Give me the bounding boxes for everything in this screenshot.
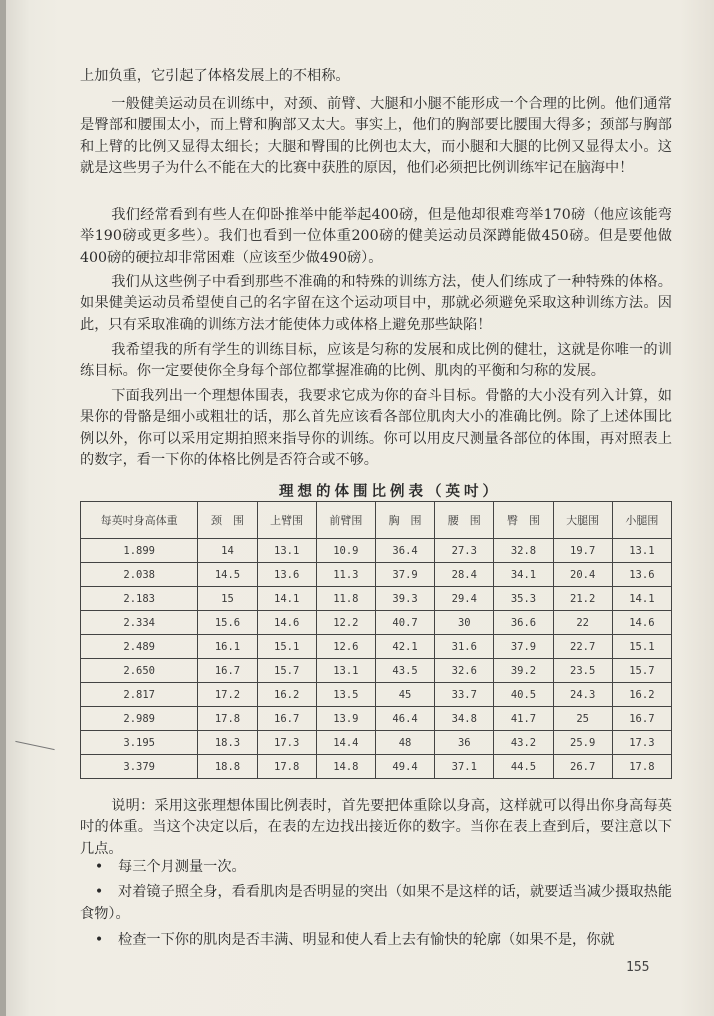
weight-per-inch-cell: 2.038 bbox=[81, 563, 198, 587]
measurement-cell: 15.1 bbox=[257, 635, 316, 659]
bullet-symbol: • bbox=[94, 932, 104, 948]
measurement-cell: 10.9 bbox=[316, 539, 375, 563]
header-cell: 大腿围 bbox=[553, 502, 612, 539]
measurement-cell: 45 bbox=[375, 683, 434, 707]
paragraph-0: 上加负重，它引起了体格发展上的不相称。 bbox=[80, 68, 350, 84]
weight-per-inch-cell: 2.650 bbox=[81, 659, 198, 683]
measurement-cell: 26.7 bbox=[553, 755, 612, 779]
measurement-cell: 17.8 bbox=[257, 755, 316, 779]
measurement-cell: 46.4 bbox=[375, 707, 434, 731]
paragraph-2: 我们经常看到有些人在仰卧推举中能举起400磅，但是他却很难弯举170磅（他应该能弯举190磅或更多些）。我们也看到一位体重200磅的健美运动员深蹲能做450磅。但是要他做400磅的硬拉却非常困难（应该至少做490磅）。 bbox=[80, 207, 672, 266]
header-cell: 腰 围 bbox=[435, 502, 494, 539]
weight-per-inch-cell: 2.334 bbox=[81, 611, 198, 635]
measurement-cell: 25.9 bbox=[553, 731, 612, 755]
bullet-item bbox=[80, 856, 672, 878]
table-row bbox=[81, 707, 672, 731]
weight-per-inch-cell: 2.989 bbox=[81, 707, 198, 731]
measurement-cell: 35.3 bbox=[494, 587, 553, 611]
measurement-cell: 36.4 bbox=[375, 539, 434, 563]
table-row bbox=[81, 635, 672, 659]
header-cell: 上臂围 bbox=[257, 502, 316, 539]
measurement-cell: 22.7 bbox=[553, 635, 612, 659]
measurement-cell: 27.3 bbox=[435, 539, 494, 563]
measurement-cell: 22 bbox=[553, 611, 612, 635]
measurement-cell: 11.8 bbox=[316, 587, 375, 611]
measurement-cell: 43.2 bbox=[494, 731, 553, 755]
measurement-cell: 18.3 bbox=[198, 731, 257, 755]
measurement-cell: 32.6 bbox=[435, 659, 494, 683]
measurement-cell: 14.6 bbox=[257, 611, 316, 635]
measurement-cell: 37.9 bbox=[494, 635, 553, 659]
measurement-cell: 40.5 bbox=[494, 683, 553, 707]
measurement-cell: 39.3 bbox=[375, 587, 434, 611]
measurement-cell: 41.7 bbox=[494, 707, 553, 731]
measurement-cell: 49.4 bbox=[375, 755, 434, 779]
header-cell: 每英吋身高体重 bbox=[81, 502, 198, 539]
measurement-cell: 37.1 bbox=[435, 755, 494, 779]
header-cell: 前臂围 bbox=[316, 502, 375, 539]
measurement-cell: 16.2 bbox=[257, 683, 316, 707]
weight-per-inch-cell: 3.379 bbox=[81, 755, 198, 779]
measurement-cell: 15.7 bbox=[612, 659, 671, 683]
measurement-cell: 14.5 bbox=[198, 563, 257, 587]
weight-per-inch-cell: 2.817 bbox=[81, 683, 198, 707]
measurement-cell: 12.2 bbox=[316, 611, 375, 635]
measurement-cell: 17.8 bbox=[198, 707, 257, 731]
weight-per-inch-cell: 2.489 bbox=[81, 635, 198, 659]
measurement-cell: 30 bbox=[435, 611, 494, 635]
measurement-cell: 14.1 bbox=[257, 587, 316, 611]
table-row bbox=[81, 587, 672, 611]
measurement-cell: 39.2 bbox=[494, 659, 553, 683]
measurement-cell: 36.6 bbox=[494, 611, 553, 635]
measurement-cell: 16.7 bbox=[257, 707, 316, 731]
paragraph-1: 一般健美运动员在训练中，对颈、前臂、大腿和小腿不能形成一个合理的比例。他们通常是臀部和腰围太小，而上臂和胸部又太大。事实上，他们的胸部要比腰围大得多；颈部与胸部和上臂的比例又显得太细长；大腿和臀围的比例也太大，而小腿和大腿的比例又显得太小。这就是这些男子为什么不能在大的比赛中获胜的原因，他们必须把比例训练牢记在脑海中！ bbox=[80, 96, 672, 177]
measurement-cell: 14.1 bbox=[612, 587, 671, 611]
measurement-cell: 13.9 bbox=[316, 707, 375, 731]
measurement-cell: 32.8 bbox=[494, 539, 553, 563]
paragraph-4: 我希望我的所有学生的训练目标，应该是匀称的发展和成比例的健壮，这就是你唯一的训练目标。你一定要使你全身每个部位都掌握准确的比例、肌肉的平衡和匀称的发展。 bbox=[80, 342, 672, 380]
table-title: 理想的体围比例表（英吋） bbox=[279, 484, 501, 500]
measurement-cell: 11.3 bbox=[316, 563, 375, 587]
table-row bbox=[81, 659, 672, 683]
page-number: 155 bbox=[626, 960, 650, 975]
measurement-cell: 14.4 bbox=[316, 731, 375, 755]
measurement-cell: 16.2 bbox=[612, 683, 671, 707]
measurement-cell: 36 bbox=[435, 731, 494, 755]
table-row bbox=[81, 731, 672, 755]
table-row bbox=[81, 611, 672, 635]
header-cell: 胸 围 bbox=[375, 502, 434, 539]
table-row bbox=[81, 683, 672, 707]
measurement-cell: 25 bbox=[553, 707, 612, 731]
measurement-cell: 17.8 bbox=[612, 755, 671, 779]
bullet-text: 每三个月测量一次。 bbox=[118, 859, 246, 875]
measurement-cell: 37.9 bbox=[375, 563, 434, 587]
measurement-cell: 33.7 bbox=[435, 683, 494, 707]
measurement-cell: 43.5 bbox=[375, 659, 434, 683]
measurement-cell: 44.5 bbox=[494, 755, 553, 779]
measurement-cell: 34.8 bbox=[435, 707, 494, 731]
measurement-cell: 15.1 bbox=[612, 635, 671, 659]
table-row bbox=[81, 539, 672, 563]
header-cell: 臀 围 bbox=[494, 502, 553, 539]
bullet-symbol: • bbox=[94, 884, 104, 900]
measurement-cell: 14.8 bbox=[316, 755, 375, 779]
table-row bbox=[81, 755, 672, 779]
measurement-cell: 16.7 bbox=[612, 707, 671, 731]
weight-per-inch-cell: 3.195 bbox=[81, 731, 198, 755]
measurement-cell: 18.8 bbox=[198, 755, 257, 779]
measurement-cell: 13.1 bbox=[612, 539, 671, 563]
measurement-cell: 28.4 bbox=[435, 563, 494, 587]
measurement-cell: 23.5 bbox=[553, 659, 612, 683]
measurement-cell: 17.2 bbox=[198, 683, 257, 707]
measurement-cell: 42.1 bbox=[375, 635, 434, 659]
measurement-cell: 13.6 bbox=[612, 563, 671, 587]
measurement-cell: 13.5 bbox=[316, 683, 375, 707]
measurement-cell: 48 bbox=[375, 731, 434, 755]
measurement-cell: 13.1 bbox=[316, 659, 375, 683]
header-cell: 颈 围 bbox=[198, 502, 257, 539]
bullet-symbol: • bbox=[94, 859, 104, 875]
table-row bbox=[81, 563, 672, 587]
measurement-cell: 17.3 bbox=[612, 731, 671, 755]
measurement-cell: 29.4 bbox=[435, 587, 494, 611]
measurement-cell: 14 bbox=[198, 539, 257, 563]
bullet-text: 对着镜子照全身，看看肌肉是否明显的突出（如果不是这样的话，就要适当减少摄取热能食物）。 bbox=[80, 884, 672, 922]
measurement-cell: 16.7 bbox=[198, 659, 257, 683]
measurement-cell: 34.1 bbox=[494, 563, 553, 587]
measurement-cell: 40.7 bbox=[375, 611, 434, 635]
measurement-cell: 17.3 bbox=[257, 731, 316, 755]
measurement-cell: 13.6 bbox=[257, 563, 316, 587]
bullet-item bbox=[80, 881, 672, 925]
measurement-cell: 31.6 bbox=[435, 635, 494, 659]
paragraph-5: 下面我列出一个理想体围表，我要求它成为你的奋斗目标。骨骼的大小没有列入计算，如果你的骨骼是细小或粗壮的话，那么首先应该看各部位肌肉大小的准确比例。除了上述体围比例以外，你可以采用定期拍照来指导你的训练。你可以用皮尺测量各部位的体围，再对照表上的数字，看一下你的体格比例是否符合或不够。 bbox=[80, 388, 672, 469]
table-header-row bbox=[81, 502, 672, 539]
measurement-cell: 19.7 bbox=[553, 539, 612, 563]
weight-per-inch-cell: 1.899 bbox=[81, 539, 198, 563]
note-paragraph: 说明：采用这张理想体围比例表时，首先要把体重除以身高，这样就可以得出你身高每英吋的体重。当这个决定以后，在表的左边找出接近你的数字。当你在表上查到后，要注意以下几点。 bbox=[80, 798, 672, 857]
measurement-cell: 20.4 bbox=[553, 563, 612, 587]
measurement-cell: 15 bbox=[198, 587, 257, 611]
proportion-table bbox=[80, 501, 672, 779]
measurement-cell: 16.1 bbox=[198, 635, 257, 659]
binding-edge bbox=[0, 0, 6, 1016]
bullet-text: 检查一下你的肌肉是否丰满、明显和使人看上去有愉快的轮廓（如果不是，你就 bbox=[118, 932, 615, 948]
paragraph-3: 我们从这些例子中看到那些不准确的和特殊的训练方法，使人们练成了一种特殊的体格。如果健美运动员希望使自己的名字留在这个运动项目中，那就必须避免采取这种训练方法。因此，只有采取准确的训练方法才能使体力或体格上避免那些缺陷！ bbox=[80, 274, 672, 333]
weight-per-inch-cell: 2.183 bbox=[81, 587, 198, 611]
measurement-cell: 14.6 bbox=[612, 611, 671, 635]
measurement-cell: 15.7 bbox=[257, 659, 316, 683]
measurement-cell: 24.3 bbox=[553, 683, 612, 707]
header-cell: 小腿围 bbox=[612, 502, 671, 539]
bullet-item bbox=[80, 929, 672, 951]
measurement-cell: 13.1 bbox=[257, 539, 316, 563]
measurement-cell: 15.6 bbox=[198, 611, 257, 635]
measurement-cell: 21.2 bbox=[553, 587, 612, 611]
measurement-cell: 12.6 bbox=[316, 635, 375, 659]
